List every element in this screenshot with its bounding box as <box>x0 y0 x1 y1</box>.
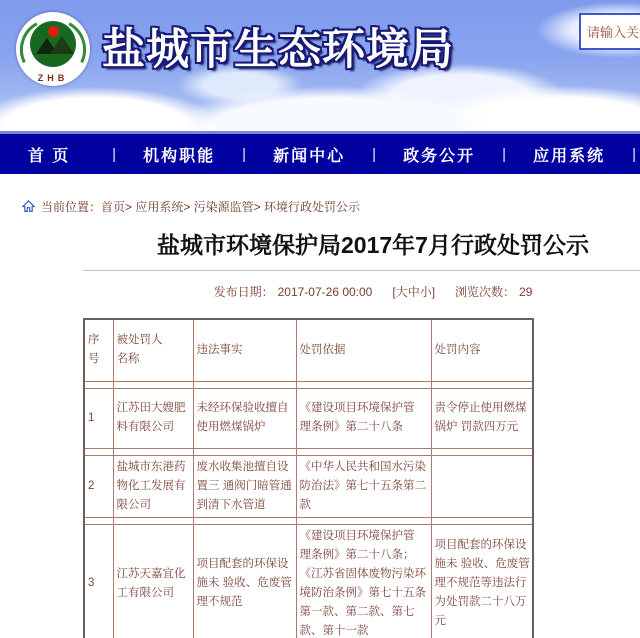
cell-index: 2 <box>84 455 113 517</box>
views-label: 浏览次数： <box>455 285 516 299</box>
nav-divider: | <box>632 145 637 163</box>
cell-basis: 《中华人民共和国水污染防治法》第七十五条第二款 <box>296 455 431 517</box>
cell-facts: 废水收集池擅自设置三 通阀门暗管通到清下水管道 <box>193 455 296 517</box>
main-navigation <box>0 134 640 174</box>
nav-divider: | <box>112 145 117 163</box>
font-size-switcher[interactable]: [大中小] <box>392 285 436 299</box>
home-icon <box>22 200 35 213</box>
nav-item-home[interactable]: 首 页 <box>27 147 71 165</box>
cell-basis: 《建设项目环境保护管 理条例》第二十八条 <box>296 388 431 448</box>
nav-divider: | <box>372 145 377 163</box>
row-spacer <box>84 517 533 524</box>
breadcrumb <box>22 198 640 215</box>
publish-date-value: 2017-07-26 00:00 <box>277 285 373 299</box>
cell-penalty <box>431 455 533 517</box>
site-title: 盐城市生态环境局 <box>102 26 454 74</box>
nav-divider: | <box>502 145 507 163</box>
col-header-index: 序号 <box>84 319 113 381</box>
bureau-logo <box>16 12 90 86</box>
col-header-penalty: 处罚内容 <box>431 319 533 381</box>
cell-penalty: 责令停止使用燃煤锅炉 罚款四万元 <box>431 388 533 448</box>
nav-item-organization[interactable]: 机构职能 <box>143 147 216 165</box>
col-header-facts: 违法事实 <box>193 319 296 381</box>
penalty-table <box>83 318 534 638</box>
table-header-row <box>84 319 533 381</box>
nav-item-news[interactable]: 新闻中心 <box>273 147 346 165</box>
cell-index: 1 <box>84 388 113 448</box>
logo-initials: ZHB <box>37 73 69 83</box>
col-header-name: 被处罚人名称 <box>113 319 193 381</box>
row-spacer <box>84 448 533 455</box>
cell-penalty: 项目配套的环保设施未 验收、危废管理不规范等违法行为处罚款二十八万元 <box>431 524 533 638</box>
title-divider <box>83 270 640 271</box>
nav-item-gov-affairs[interactable]: 政务公开 <box>403 147 476 165</box>
table-row <box>84 524 533 638</box>
logo-globe <box>30 21 76 67</box>
logo-mountain-icon <box>50 36 74 54</box>
nav-item-applications[interactable]: 应用系统 <box>533 147 606 165</box>
cell-facts: 项目配套的环保设施未 验收、危废管理不规范 <box>193 524 296 638</box>
col-header-basis: 处罚依据 <box>296 319 431 381</box>
table-row <box>84 455 533 517</box>
cell-basis: 《建设项目环境保护管 理条例》第二十八条；《江苏省固体废物污染环境防治条例》第七十五条第一款、第二款、第七款、第十一款 <box>296 524 431 638</box>
views-count: 29 <box>519 285 533 299</box>
publish-date-label: 发布日期： <box>213 285 274 299</box>
site-banner <box>0 0 640 131</box>
article-content <box>83 227 640 638</box>
page-title: 盐城市环境保护局2017年7月行政处罚公示 <box>157 232 589 258</box>
cell-name: 江苏天嘉宜化工有限公司 <box>113 524 193 638</box>
article-meta <box>83 283 640 300</box>
nav-divider: | <box>242 145 247 163</box>
cell-name: 盐城市东港药物化工发展有限公司 <box>113 455 193 517</box>
table-row <box>84 388 533 448</box>
cell-index: 3 <box>84 524 113 638</box>
search-input[interactable] <box>579 13 640 50</box>
row-spacer <box>84 381 533 388</box>
cell-facts: 未经环保验收擅自使用燃煤锅炉 <box>193 388 296 448</box>
cell-name: 江苏田大嫂肥料有限公司 <box>113 388 193 448</box>
breadcrumb-path[interactable]: 当前位置：首页> 应用系统> 污染源监管> 环境行政处罚公示 <box>41 200 361 214</box>
